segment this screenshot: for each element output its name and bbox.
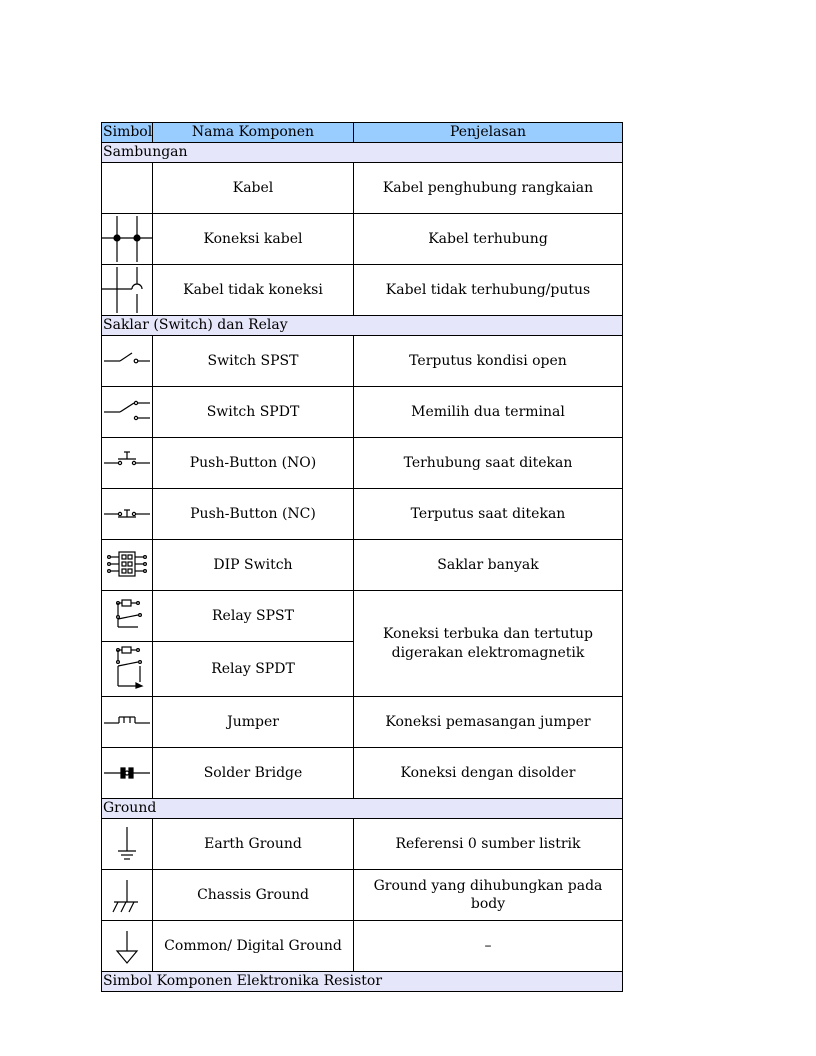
table-row (102, 489, 623, 540)
component-name: Solder Bridge (153, 748, 354, 799)
wire-icon (102, 163, 152, 213)
component-desc: Terhubung saat ditekan (354, 438, 623, 489)
table-row (102, 214, 623, 265)
wire-junction-icon (102, 214, 152, 264)
header-symbol: Simbol (102, 123, 153, 143)
table-row (102, 265, 623, 316)
table-row (102, 387, 623, 438)
component-desc: Koneksi dengan disolder (354, 748, 623, 799)
table-row (102, 921, 623, 972)
component-name: Koneksi kabel (153, 214, 354, 265)
component-desc: Kabel terhubung (354, 214, 623, 265)
component-desc: Kabel penghubung rangkaian (354, 163, 623, 214)
component-desc: Referensi 0 sumber listrik (354, 819, 623, 870)
component-desc: Saklar banyak (354, 540, 623, 591)
push-button-no-icon (102, 438, 152, 488)
table-row (102, 163, 623, 214)
dip-switch-icon (102, 540, 152, 590)
component-name: Kabel (153, 163, 354, 214)
switch-spdt-icon (102, 387, 152, 437)
component-desc: Koneksi pemasangan jumper (354, 697, 623, 748)
component-name: Chassis Ground (153, 870, 354, 921)
component-name: Switch SPDT (153, 387, 354, 438)
section-resistor: Simbol Komponen Elektronika Resistor (102, 972, 623, 992)
component-desc: Kabel tidak terhubung/putus (354, 265, 623, 316)
digital-ground-icon (102, 921, 152, 971)
component-name: Relay SPDT (153, 642, 354, 697)
component-desc: – (354, 921, 623, 972)
component-name: DIP Switch (153, 540, 354, 591)
component-name: Push-Button (NC) (153, 489, 354, 540)
component-desc: Ground yang dihubungkan pada body (354, 870, 623, 921)
section-sambungan: Sambungan (102, 143, 623, 163)
table-row (102, 540, 623, 591)
table-row (102, 591, 623, 642)
component-name: Common/ Digital Ground (153, 921, 354, 972)
component-name: Jumper (153, 697, 354, 748)
component-name: Relay SPST (153, 591, 354, 642)
jumper-icon (102, 697, 152, 747)
component-name: Switch SPST (153, 336, 354, 387)
table-row (102, 819, 623, 870)
table-row (102, 748, 623, 799)
push-button-nc-icon (102, 489, 152, 539)
header-name: Nama Komponen (153, 123, 354, 143)
relay-spst-icon (102, 591, 152, 641)
table-row (102, 870, 623, 921)
table-row (102, 697, 623, 748)
component-name: Push-Button (NO) (153, 438, 354, 489)
component-name: Earth Ground (153, 819, 354, 870)
component-name: Kabel tidak koneksi (153, 265, 354, 316)
section-saklar: Saklar (Switch) dan Relay (102, 316, 623, 336)
components-table (101, 122, 623, 992)
table-row (102, 438, 623, 489)
component-desc: Koneksi terbuka dan tertutup digerakan elektromagnetik (354, 591, 623, 697)
solder-bridge-icon (102, 748, 152, 798)
relay-spdt-icon (102, 642, 152, 696)
switch-spst-icon (102, 336, 152, 386)
component-desc: Terputus kondisi open (354, 336, 623, 387)
table-header (102, 123, 623, 143)
component-desc: Terputus saat ditekan (354, 489, 623, 540)
component-desc: Memilih dua terminal (354, 387, 623, 438)
table-row (102, 336, 623, 387)
earth-ground-icon (102, 819, 152, 869)
header-desc: Penjelasan (354, 123, 623, 143)
wire-crossover-icon (102, 265, 152, 315)
chassis-ground-icon (102, 870, 152, 920)
section-ground: Ground (102, 799, 623, 819)
